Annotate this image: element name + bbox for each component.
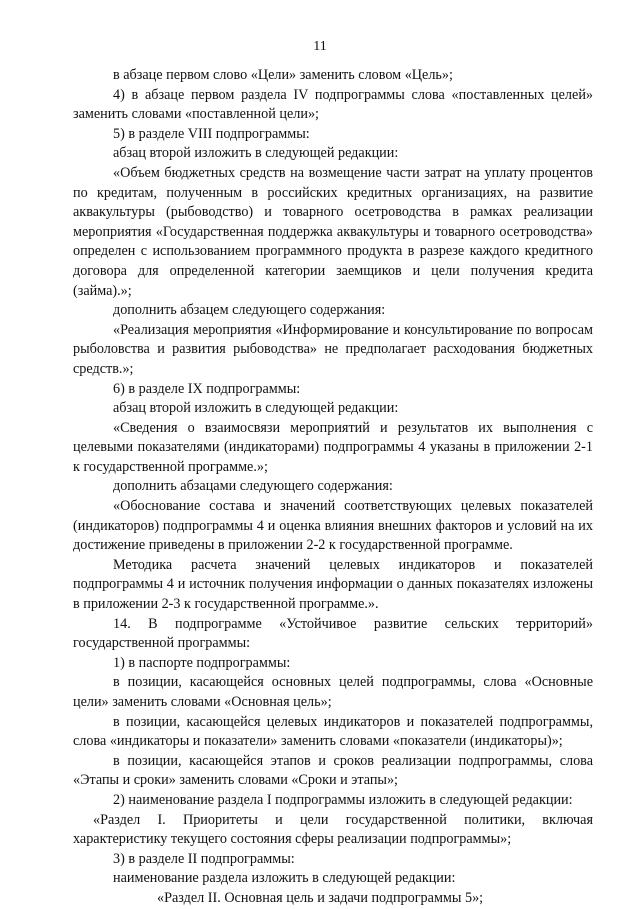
paragraph-2: 4) в абзаце первом раздела IV подпрограммы слова «поставленных целей» заменить словами «поставленной цели»; [73,86,593,123]
paragraph-15: 1) в паспорте подпрограммы: [113,654,291,671]
paragraph-8: 6) в разделе IX подпрограммы: [113,380,301,397]
paragraph-9: абзац второй изложить в следующей редакции: [113,400,399,417]
paragraph-6: дополнить абзацем следующего содержания: [113,302,386,319]
paragraph-13: Методика расчета значений целевых индикаторов и показателей подпрограммы 4 и источник получения информации о данных показателях изложены в приложении 2-3 к государственной программе.». [73,556,593,613]
paragraph-19: 2) наименование раздела I подпрограммы изложить в следующей редакции: [113,791,573,808]
paragraph-22: наименование раздела изложить в следующей редакции: [113,870,456,887]
paragraph-10: «Сведения о взаимосвязи мероприятий и результатов их выполнения с целевыми показателями (индикаторами) подпрограммы 4 указаны в приложении 2-1 к государственной программе.»; [73,419,593,475]
paragraph-16: в позиции, касающейся основных целей подпрограммы, слова «Основные цели» заменить словами «Основная цель»; [73,674,593,710]
page-number: 11 [313,39,327,54]
paragraph-18: в позиции, касающейся этапов и сроков реализации подпрограммы, слова «Этапы и сроки» заменить словами «Сроки и этапы»; [73,752,593,789]
paragraph-5: «Объем бюджетных средств на возмещение части затрат на уплату процентов по кредитам, полученным в российских кредитных организациях, на развитие аквакультуры (рыбоводство) и товарного осетроводства в рамках реализации мероприятия «Государственная поддержка аквакультуры и товарного осетроводства» определен с использованием программного продукта в разрезе каждого кредитного договора для определенной категории заемщиков и цели получения кредита (займа).»; [73,164,593,299]
paragraph-7: «Реализация мероприятия «Информирование и консультирование по вопросам рыболовства и развития рыбоводства» не предполагает расходования бюджетных средств.»; [73,321,593,377]
paragraph-21: 3) в разделе II подпрограммы: [113,850,295,867]
paragraph-1: в абзаце первом слово «Цели» заменить словом «Цель»; [113,67,453,83]
paragraph-11: дополнить абзацами следующего содержания: [113,478,393,495]
paragraph-4: абзац второй изложить в следующей редакции: [113,145,399,162]
paragraph-20: «Раздел I. Приоритеты и цели государственной политики, включая характеристику текущего состояния сферы реализации подпрограммы»; [73,811,593,848]
paragraph-14: 14. В подпрограмме «Устойчивое развитие сельских территорий» государственной программы: [73,615,593,652]
paragraph-3: 5) в разделе VIII подпрограммы: [113,125,310,142]
paragraph-23: «Раздел II. Основная цель и задачи подпрограммы 5»; [157,889,484,906]
paragraph-12: «Обоснование состава и значений соответствующих целевых показателей (индикаторов) подпрограммы 4 и оценка влияния внешних факторов и условий на их достижение приведены в приложении 2-2 к государственной программе. [73,498,593,554]
paragraph-17: в позиции, касающейся целевых индикаторов и показателей подпрограммы, слова «индикаторы и показатели» заменить словами «показатели (индикаторы)»; [73,713,593,750]
document-body [73,66,593,909]
